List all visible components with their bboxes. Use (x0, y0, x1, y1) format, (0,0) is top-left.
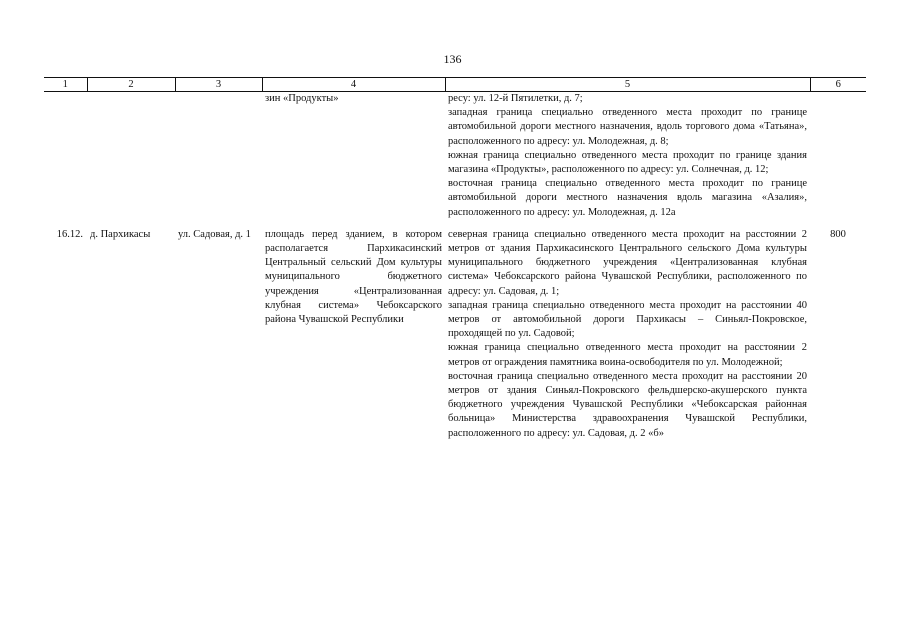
boundary-east: восточная граница специально отведенного места проходит на расстоянии 20 метров от здания Синьял-Покровского фельдшерско-акушерского пункта бюджетного учреждения Чувашской Республики «Чебоксарская районная больница» Министерства здравоохранения Чувашской Республики, расположенного по адресу: ул. Садовая, д. 2 «б» (448, 370, 807, 439)
column-number-row (44, 78, 866, 92)
page-number: 136 (443, 52, 462, 66)
column-header-3: 3 (175, 78, 262, 92)
boundary-west: западная граница специально отведенного места проходит по границе автомобильной дороги местного назначения, вдоль торгового дома «Татьяна», расположенного по адресу: ул. Молодежная, д. 8; (448, 107, 807, 147)
table-row (44, 228, 866, 441)
boundary-south: южная граница специально отведенного места проходит на расстоянии 2 метров от ограждения памятника воина-освободителя по ул. Молодежной; (448, 342, 807, 368)
boundaries-cell (445, 92, 810, 220)
boundary-continuation: ресу: ул. 12-й Пятилетки, д. 7; (448, 93, 583, 104)
row-number: 16.12. (56, 228, 83, 240)
boundary-south: южная граница специально отведенного места проходит по границе здания магазина «Продукты», расположенного по адресу: ул. Солнечная, д. 12; (448, 149, 807, 176)
boundaries-cell (445, 228, 810, 441)
address-cell: ул. Садовая, д. 1 (178, 228, 251, 240)
settlement-cell (87, 92, 175, 220)
column-header-1: 1 (44, 78, 87, 92)
column-header-6: 6 (810, 78, 866, 92)
object-cell: зин «Продукты» (265, 93, 339, 104)
area-cell (810, 92, 866, 220)
address-cell (175, 92, 262, 220)
area-cell: 800 (830, 228, 846, 240)
column-header-5: 5 (445, 78, 810, 92)
boundary-north: северная граница специально отведенного места проходит на расстоянии 2 метров от здания Пархикасинского Центрального сельского Дома культуры муниципального бюджетного учреждения «Централизованная клубная система» Чебоксарского района Чувашской Республики, расположенного по адресу: ул. Садовая, д. 1; (448, 228, 807, 297)
boundary-west: западная граница специально отведенного места проходит на расстоянии 40 метров от автомобильной дороги Пархикасы – Синьял-Покровское, проходящей по ул. Садовой; (448, 299, 807, 340)
column-header-2: 2 (87, 78, 175, 92)
places-table (44, 77, 866, 441)
settlement-cell: д. Пархикасы (90, 228, 151, 240)
object-cell: площадь перед зданием, в котором располагается Пархикасинский Центральный сельский Дом культуры муниципального бюджетного учреждения «Централизованная клубная система» Чебоксарского района Чувашской Республики (265, 228, 442, 326)
row-number (44, 92, 87, 220)
row-spacer (44, 220, 866, 228)
table-row (44, 92, 866, 220)
column-header-4: 4 (262, 78, 445, 92)
boundary-east: восточная граница специально отведенного места проходит по границе автомобильной дороги местного назначения вдоль магазина «Азалия», расположенного по адресу: ул. Молодежная, д. 12а (448, 178, 807, 218)
